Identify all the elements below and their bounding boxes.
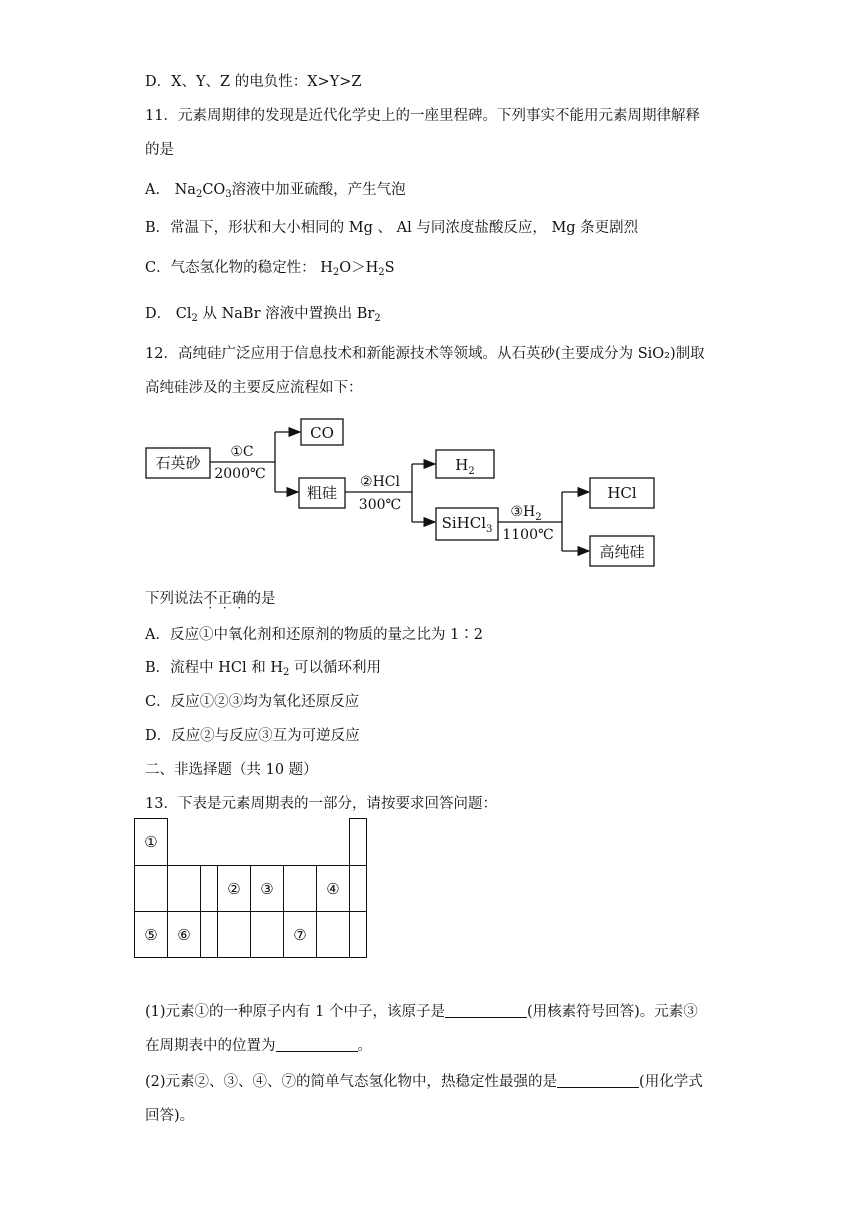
cell-r3-gap	[200, 911, 218, 958]
cell-element-2: ②	[217, 865, 251, 912]
cell-element-6: ⑥	[167, 911, 201, 958]
periodic-table-fragment	[134, 818, 367, 958]
q12-option-d: D．反应②与反应③互为可逆反应	[145, 728, 360, 744]
answer-blank-3[interactable]	[557, 1073, 639, 1088]
q13-part1-line2: 在周期表中的位置为 。	[145, 1038, 372, 1054]
cell-element-5: ⑤	[134, 911, 168, 958]
q11-option-b: B．常温下，形状和大小相同的 Mg 、 Al 与同浓度盐酸反应， Mg 条更剧烈	[145, 220, 639, 236]
flow-pure-si-label: 高纯硅	[599, 543, 645, 561]
flow-start-label: 石英砂	[155, 454, 201, 472]
q11-stem-line1: 11．元素周期律的发现是近代化学史上的一座里程碑。下列事实不能用元素周期律解释	[145, 108, 700, 124]
cell-r2-c8	[349, 865, 367, 912]
q12-option-b: B．流程中 HCl 和 $H_2$ 可以循环利用	[145, 660, 381, 678]
flow-sihcl3-label: SiHCl$_3$	[441, 514, 493, 535]
flow-hcl-label: HCl	[607, 484, 637, 502]
q12-ask: 下列说法不正确的是	[145, 591, 276, 607]
cell-element-1: ①	[134, 818, 168, 866]
section-heading: 二、非选择题（共 10 题）	[145, 762, 318, 778]
cell-r2-c2	[167, 865, 201, 912]
cell-r3-c7	[316, 911, 350, 958]
cell-element-3: ③	[250, 865, 284, 912]
q12-option-a: A．反应①中氧化剂和还原剂的物质的量之比为 1∶2	[145, 627, 484, 643]
flow-h2-label: $H_2$	[455, 456, 475, 477]
q11-option-a: A． $Na_2CO_3$溶液中加亚硫酸，产生气泡	[145, 182, 406, 200]
q13-part2-line1: (2)元素②、③、④、⑦的简单气态氢化物中，热稳定性最强的是 (用化学式	[145, 1074, 703, 1090]
q12-stem-line2: 高纯硅涉及的主要反应流程如下：	[145, 380, 363, 396]
flow-co-label: CO	[310, 424, 334, 442]
q11-stem-line2: 的是	[145, 142, 174, 158]
answer-blank-1[interactable]	[445, 1003, 527, 1018]
cell-r2-gap	[200, 865, 218, 912]
cell-element-7: ⑦	[283, 911, 317, 958]
flow-diagram	[140, 412, 660, 577]
q11-option-c: C．气态氢化物的稳定性： $H_2O>H_2S$	[145, 260, 395, 278]
step1-temp: 2000℃	[214, 466, 266, 482]
q11-option-d: D． $Cl_2$ 从 NaBr 溶液中置换出 $Br_2$	[145, 306, 381, 324]
cell-element-4: ④	[316, 865, 350, 912]
step3-temp: 1100℃	[502, 527, 554, 543]
cell-group-18-top	[349, 818, 367, 866]
q12-option-c: C．反应①②③均为氧化还原反应	[145, 694, 360, 710]
cell-r2-c6	[283, 865, 317, 912]
step3-reagent: $③H_2$	[510, 504, 542, 523]
answer-blank-2[interactable]	[276, 1037, 358, 1052]
q13-part2-line2: 回答)。	[145, 1108, 195, 1124]
step2-reagent: ②HCl	[360, 474, 400, 490]
cell-r3-c5	[250, 911, 284, 958]
q13-stem: 13．下表是元素周期表的一部分，请按要求回答问题：	[145, 796, 497, 812]
cell-r3-c8	[349, 911, 367, 958]
cell-r3-c4	[217, 911, 251, 958]
q10-option-d: D．X、Y、Z 的电负性：X>Y>Z	[145, 74, 362, 90]
step1-reagent: ①C	[230, 444, 254, 460]
q13-part1-line1: (1)元素①的一种原子内有 1 个中子，该原子是 (用核素符号回答)。元素③	[145, 1004, 698, 1020]
step2-temp: 300℃	[358, 497, 402, 513]
cell-r2-c1	[134, 865, 168, 912]
flow-crude-si-label: 粗硅	[306, 484, 338, 502]
q12-stem-line1: 12．高纯硅广泛应用于信息技术和新能源技术等领域。从石英砂(主要成分为 SiO₂)制取	[145, 346, 705, 362]
